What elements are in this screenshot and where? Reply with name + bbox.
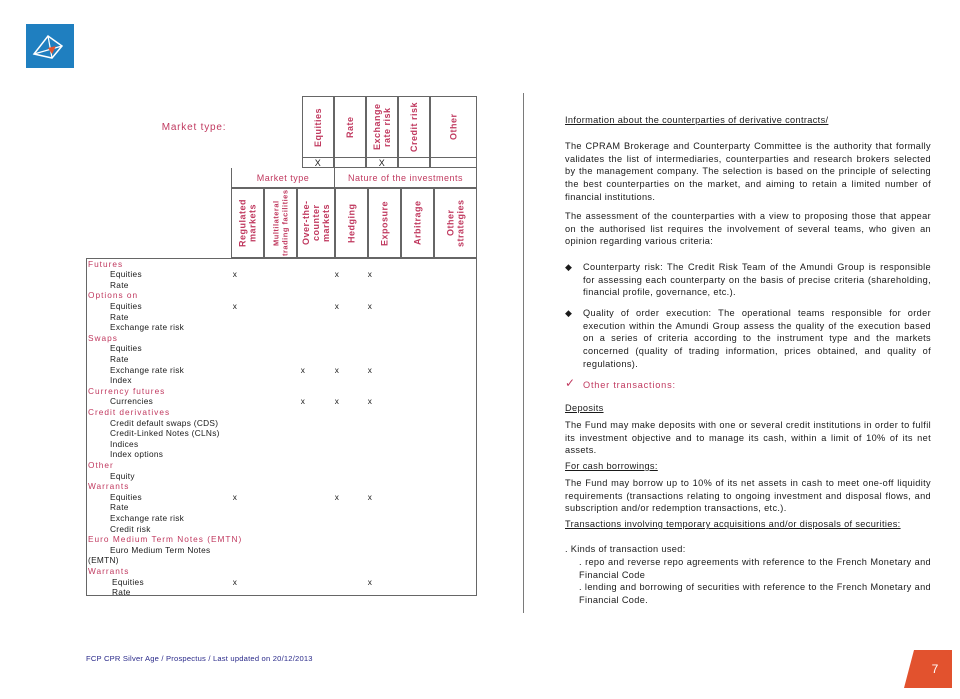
table-row bbox=[86, 471, 477, 482]
mark-rate bbox=[334, 158, 366, 168]
row-label: Currency futures bbox=[88, 385, 166, 396]
row-label: Equities bbox=[110, 300, 142, 311]
col-other-strategies: Other strategies bbox=[434, 188, 477, 258]
col-exposure: Exposure bbox=[368, 188, 401, 258]
row-label: Other bbox=[88, 459, 114, 470]
grid-category-row bbox=[86, 333, 477, 344]
row-label: Rate bbox=[110, 279, 129, 290]
col-multilateral-trading: Multilateral trading facilities bbox=[264, 188, 297, 258]
column-divider bbox=[523, 93, 524, 613]
cash-borrowings-paragraph: The Fund may borrow up to 10% of its net assets in cash to meet one-off liquidity requirements (transactions relating to ongoing investment and disposal flows, and subscription and/or redemption transactions, etc.). bbox=[565, 478, 931, 514]
row-mark: x bbox=[232, 269, 238, 280]
row-label: Index options bbox=[110, 449, 164, 460]
other-transactions bbox=[565, 376, 931, 392]
table-row bbox=[86, 301, 477, 312]
mark-equities: X bbox=[302, 158, 334, 168]
kind-lending: . lending and borrowing of securities with reference to the French Monetary and Financial Code. bbox=[579, 582, 931, 605]
row-label: Rate bbox=[112, 587, 131, 598]
kinds-of-transaction: . Kinds of transaction used: bbox=[565, 544, 686, 554]
row-label: Equities bbox=[110, 343, 142, 354]
grid-category-row bbox=[86, 481, 477, 492]
row-mark: x bbox=[232, 300, 238, 311]
row-label: Equities bbox=[110, 491, 142, 502]
row-label: Currencies bbox=[110, 396, 154, 407]
diamond-bullet-icon: ◆ bbox=[565, 308, 573, 318]
bullet-counterparty-risk-text: Counterparty risk: The Credit Risk Team of the Amundi Group is responsible for assessing each counterparty on the basis of precise criteria (shareholding, financial profile, governance, etc.). bbox=[583, 262, 931, 298]
row-mark: x bbox=[334, 300, 340, 311]
mark-exchange: X bbox=[366, 158, 398, 168]
row-mark: x bbox=[367, 300, 373, 311]
counterparties-heading: Information about the counterparties of derivative contracts/ bbox=[565, 115, 829, 125]
table-row bbox=[86, 555, 477, 566]
committee-text: The CPRAM Brokerage and Counterparty Committee is the authority that formally validates the list of intermediaries, counterparties and research brokers selected by the management company. The selection is based on the principle of selecting the best counterparties on the market, and aiming to retain a limited number of financial institutions. bbox=[565, 141, 931, 202]
table-row bbox=[86, 577, 477, 588]
table-row bbox=[86, 439, 477, 450]
bullet-order-execution-text: Quality of order execution: The operational teams responsible for order execution within the Amundi Group assess the quality of the execution based on a series of criteria according to the instrument type and the markets concerned (quality of trading information, prices obtained, and quality of regulations). bbox=[583, 308, 931, 369]
table-row bbox=[86, 365, 477, 376]
table-row bbox=[86, 428, 477, 439]
grid-category-row bbox=[86, 407, 477, 418]
row-mark: x bbox=[334, 364, 340, 375]
row-mark: x bbox=[367, 576, 373, 587]
col-other: Other bbox=[430, 96, 477, 158]
bullet-order-execution bbox=[565, 307, 931, 371]
table-row bbox=[86, 587, 477, 598]
col-equities: Equities bbox=[302, 96, 334, 158]
row-mark: x bbox=[367, 396, 373, 407]
table-row bbox=[86, 502, 477, 513]
col-hedging: Hedging bbox=[335, 188, 368, 258]
row-label: Index bbox=[110, 375, 132, 386]
mark-credit bbox=[398, 158, 430, 168]
row-label: Equities bbox=[110, 269, 142, 280]
row-mark: x bbox=[334, 269, 340, 280]
row-label: Exchange rate risk bbox=[110, 512, 185, 523]
row-label: Equity bbox=[110, 470, 135, 481]
grid-category-row bbox=[86, 566, 477, 577]
bullet-counterparty-risk bbox=[565, 261, 931, 299]
grid-category-row bbox=[86, 290, 477, 301]
table-row bbox=[86, 312, 477, 323]
grid-category-row bbox=[86, 386, 477, 397]
row-label: Credit derivatives bbox=[88, 406, 171, 417]
other-transactions-label: Other transactions: bbox=[583, 380, 676, 390]
row-label: Exchange rate risk bbox=[110, 322, 185, 333]
row-mark: x bbox=[334, 491, 340, 502]
kind-repo: . repo and reverse repo agreements with reference to the French Monetary and Financial Code bbox=[579, 557, 931, 580]
assessment-text: The assessment of the counterparties with a view to proposing those that appear on the authorised list requires the involvement of several teams, who given an opinion regarding various criteria: bbox=[565, 211, 931, 247]
row-label: Indices bbox=[110, 438, 139, 449]
row-mark: x bbox=[367, 491, 373, 502]
row-mark: x bbox=[300, 396, 306, 407]
investment-table-header bbox=[86, 96, 477, 258]
table-row bbox=[86, 280, 477, 291]
row-label: Equities bbox=[112, 576, 144, 587]
row-label: Exchange rate risk bbox=[110, 364, 185, 375]
row-label: Swaps bbox=[88, 332, 118, 343]
row-label: Credit risk bbox=[110, 523, 151, 534]
row-mark: x bbox=[367, 269, 373, 280]
company-logo bbox=[26, 24, 74, 68]
row-label: Futures bbox=[88, 258, 124, 269]
row-label: Rate bbox=[110, 502, 129, 513]
table-row bbox=[86, 396, 477, 407]
table-row bbox=[86, 354, 477, 365]
grid-category-row bbox=[86, 259, 477, 270]
instruments-grid bbox=[86, 258, 477, 596]
col-exchange-rate-risk: Exchange rate risk bbox=[366, 96, 398, 158]
table-row bbox=[86, 375, 477, 386]
page-number-badge bbox=[904, 640, 954, 690]
table-row bbox=[86, 449, 477, 460]
table-row bbox=[86, 513, 477, 524]
table-row bbox=[86, 524, 477, 535]
deposits-heading: Deposits bbox=[565, 403, 604, 413]
row-mark: x bbox=[300, 364, 306, 375]
col-credit-risk: Credit risk bbox=[398, 96, 430, 158]
row-label: Warrants bbox=[88, 565, 130, 576]
row-label: Rate bbox=[110, 311, 129, 322]
row-label: Warrants bbox=[88, 481, 130, 492]
table-row bbox=[86, 343, 477, 354]
mark-other bbox=[430, 158, 477, 168]
row-label: Euro Medium Term Notes (EMTN) bbox=[88, 534, 243, 545]
row-mark: x bbox=[334, 396, 340, 407]
row-label: Options on bbox=[88, 290, 139, 301]
row-label: Credit default swaps (CDS) bbox=[110, 417, 219, 428]
row-label: Euro Medium Term Notes bbox=[110, 544, 211, 555]
assessment-paragraph bbox=[565, 210, 931, 248]
row-label: Rate bbox=[110, 353, 129, 364]
document-footer: FCP CPR Silver Age / Prospectus / Last updated on 20/12/2013 bbox=[86, 654, 313, 663]
row-mark: x bbox=[232, 576, 238, 587]
cash-borrowings-heading: For cash borrowings: bbox=[565, 461, 658, 471]
checkmark-icon: ✓ bbox=[565, 376, 576, 390]
row-mark: x bbox=[232, 491, 238, 502]
col-regulated-markets: Regulated markets bbox=[231, 188, 264, 258]
temporary-transactions-heading: Transactions involving temporary acquisitions and/or disposals of securities: bbox=[565, 519, 901, 529]
table-row bbox=[86, 545, 477, 556]
table-row bbox=[86, 269, 477, 280]
market-type-label: Market type bbox=[231, 168, 335, 188]
page-number: 7 bbox=[931, 662, 939, 676]
table-row bbox=[86, 492, 477, 503]
row-label: Credit-Linked Notes (CLNs) bbox=[110, 428, 220, 439]
deposits-paragraph: The Fund may make deposits with one or several credit institutions in order to fulfil its investment objective and to manage its cash, within a limit of 10% of its net assets. bbox=[565, 420, 931, 456]
nature-label: Nature of the investments bbox=[334, 168, 477, 188]
col-rate: Rate bbox=[334, 96, 366, 158]
grid-category-row bbox=[86, 460, 477, 471]
market-type-title: Market type: bbox=[161, 121, 227, 133]
committee-paragraph bbox=[565, 140, 931, 204]
table-row bbox=[86, 322, 477, 333]
grid-category-row bbox=[86, 534, 477, 545]
table-row bbox=[86, 418, 477, 429]
col-otc-markets: Over-the-counter markets bbox=[297, 188, 335, 258]
diamond-bullet-icon: ◆ bbox=[565, 262, 573, 272]
row-mark: x bbox=[367, 364, 373, 375]
col-arbitrage: Arbitrage bbox=[401, 188, 434, 258]
row-label: (EMTN) bbox=[88, 555, 119, 566]
